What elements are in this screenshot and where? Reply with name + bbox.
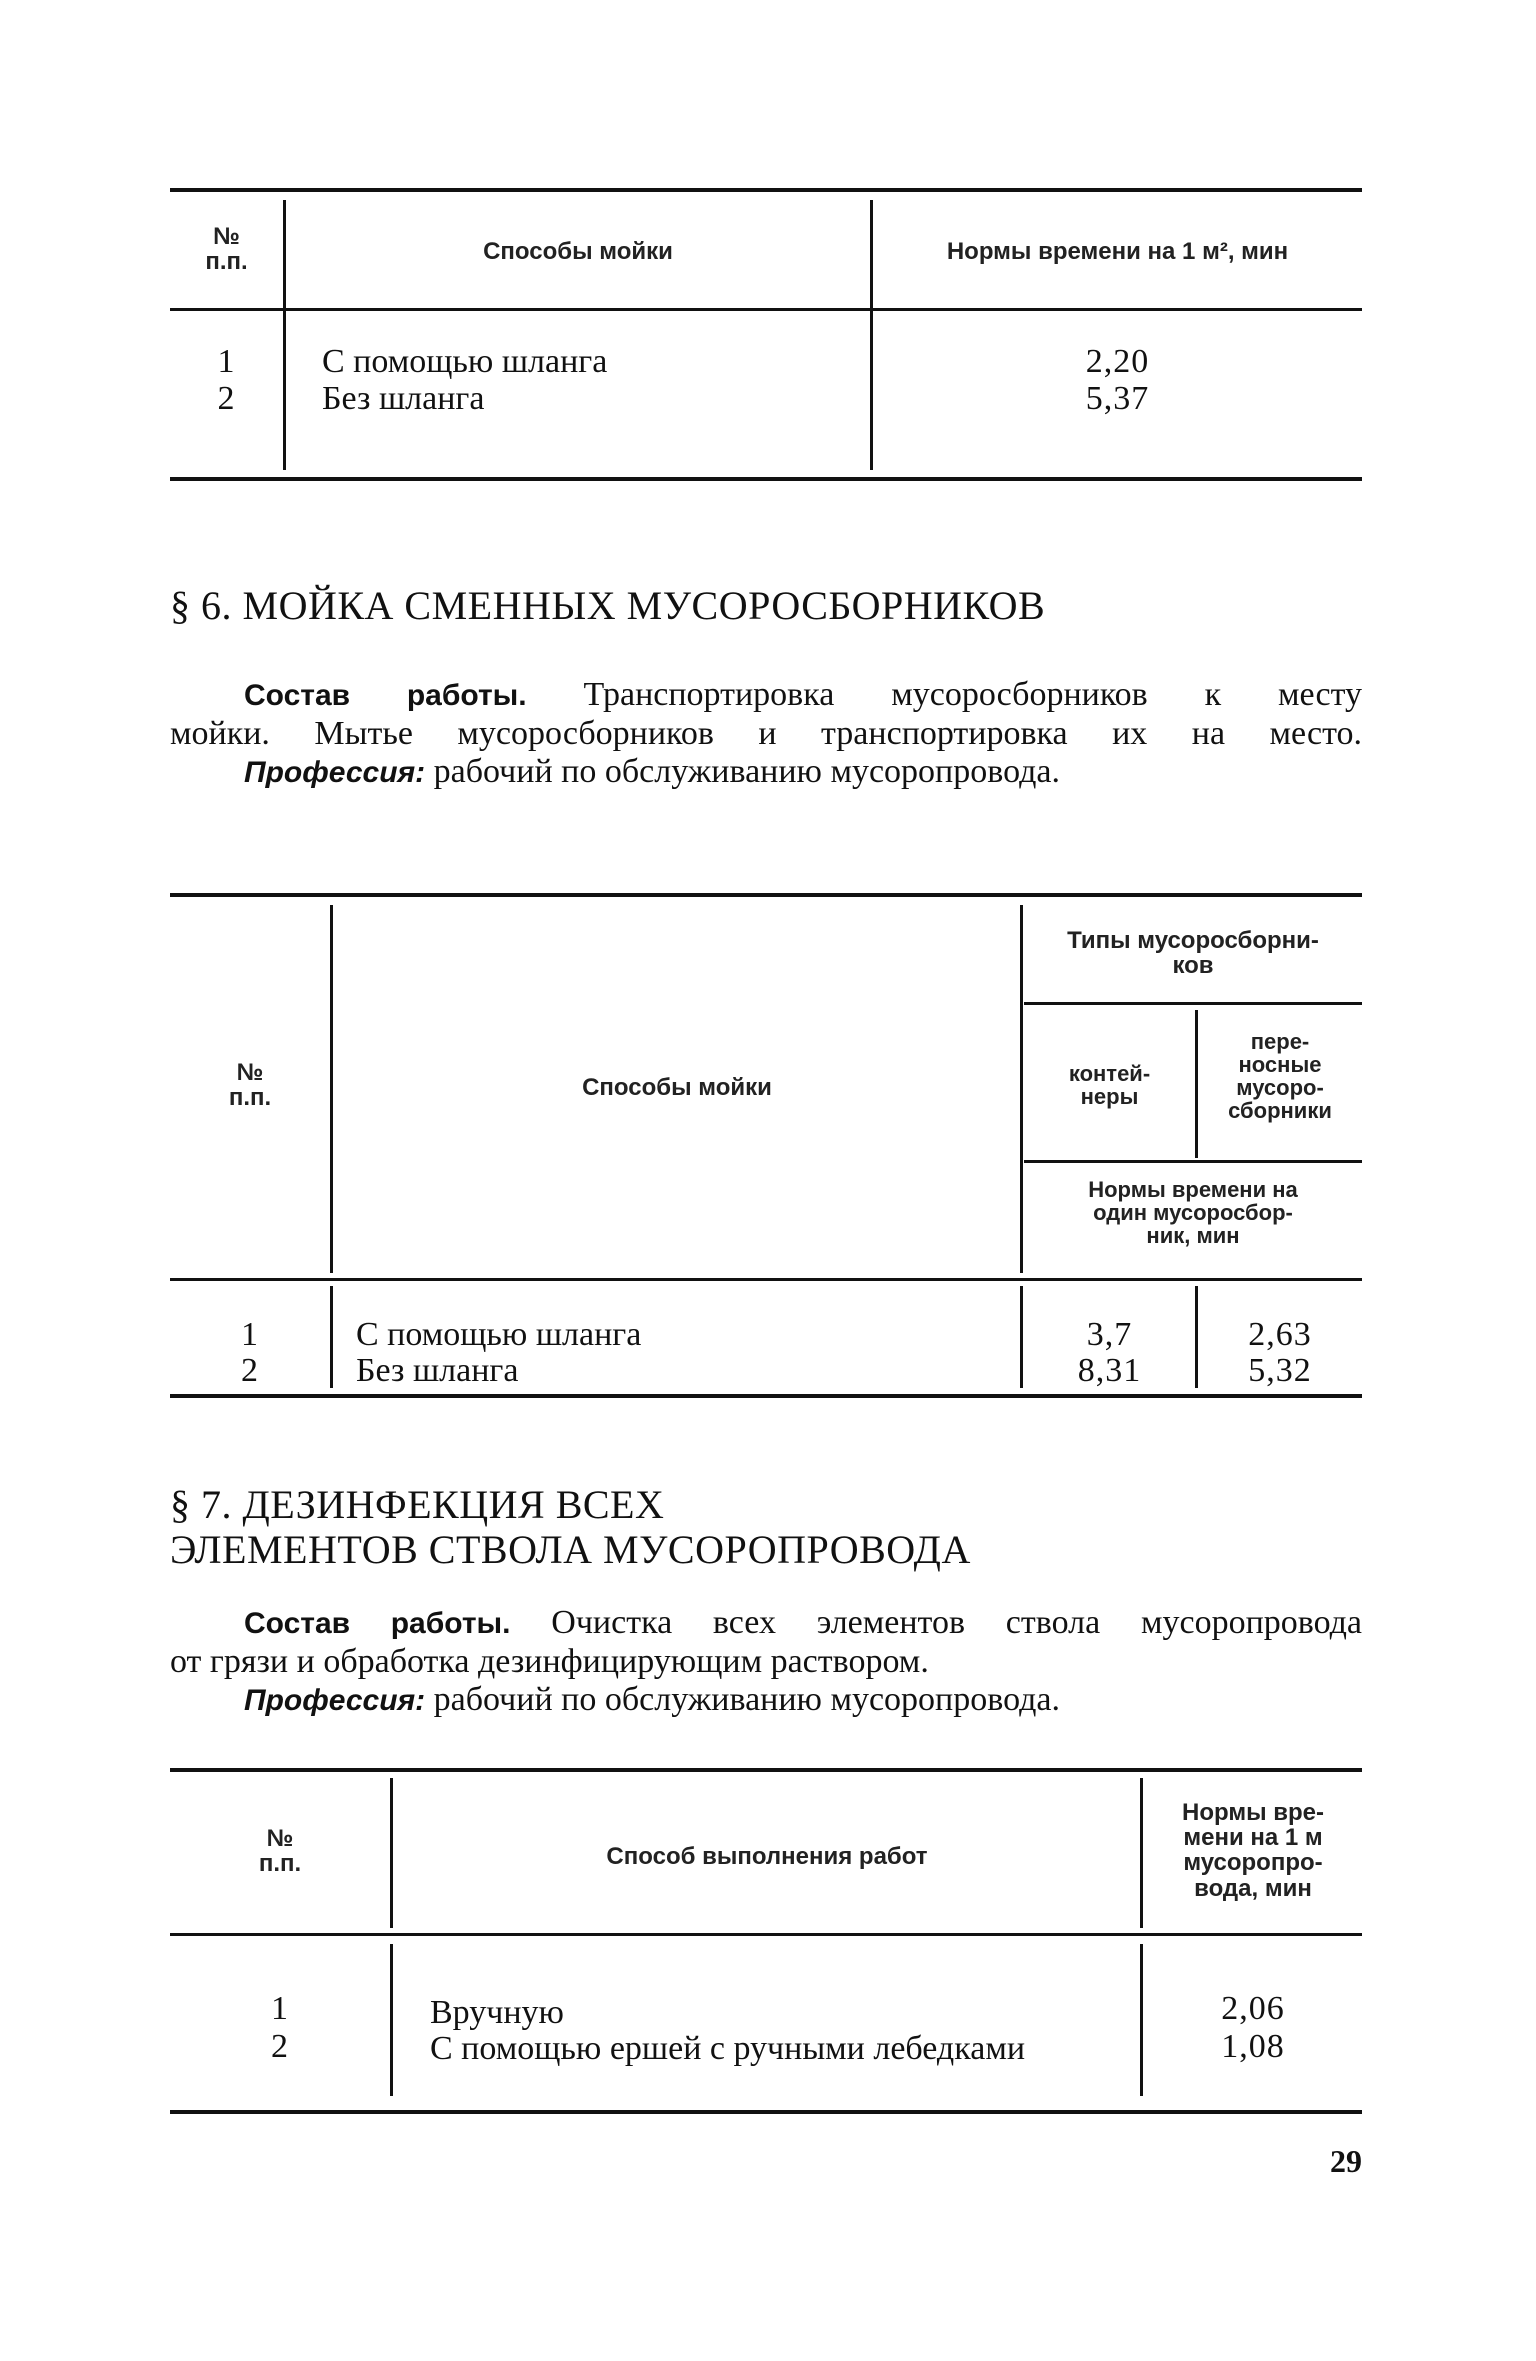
section-7-profession-text: рабочий по обслуживанию мусоропровода.	[433, 1681, 1060, 1718]
table-2-divider-2-body	[1020, 1286, 1023, 1388]
table-1-header-norm: Нормы времени на 1 м², мин	[946, 238, 1289, 265]
table-3-bottom-rule	[170, 2110, 1362, 2114]
table-1-bottom-rule	[170, 477, 1362, 481]
table-2-divider-1	[330, 905, 333, 1273]
table-2-row-1-method: С помощью шланга	[356, 1316, 642, 1353]
table-2-divider-1-body	[330, 1286, 333, 1388]
section-6-composition-text-1: Транспортировка мусоросборников к месту	[583, 676, 1362, 713]
table-2-row-1-containers: 3,7	[1086, 1316, 1133, 1353]
section-6-composition	[170, 676, 1362, 792]
section-7-heading-line-2: ЭЛЕМЕНТОВ СТВОЛА МУСОРОПРОВОДА	[170, 1527, 971, 1572]
table-3-row-1-value: 2,06	[1221, 1990, 1285, 2027]
table-2-header-num: № п.п.	[228, 1059, 272, 1112]
table-3-divider-2	[1140, 1778, 1143, 1928]
table-2-header-types: Типы мусоросборни- ков	[1067, 927, 1319, 980]
table-3-row-2-num: 2	[271, 2028, 289, 2065]
section-7-composition-line-1	[170, 1604, 1362, 1643]
table-2-header-rule	[170, 1278, 1362, 1281]
section-6-composition-line-2: мойки. Мытье мусоросборников и транспортировка их на место.	[170, 715, 1362, 752]
table-2-header-norm: Нормы времени на один мусоросбор- ник, мин	[1088, 1177, 1298, 1249]
section-7-composition-label: Состав работы.	[244, 1607, 511, 1640]
table-1-row-2-method: Без шланга	[322, 380, 485, 417]
section-7-composition-text-1: Очистка всех элементов ствола мусоропровода	[551, 1604, 1362, 1641]
section-7-profession-line	[170, 1681, 1362, 1720]
table-1-row-1-value: 2,20	[1085, 343, 1150, 380]
table-3-divider-2-body	[1140, 1944, 1143, 2096]
section-6-profession-line	[170, 753, 1362, 792]
table-3-header-method: Способ выполнения работ	[606, 1843, 928, 1870]
section-6-profession-label: Профессия:	[244, 756, 426, 789]
section-7-composition-line-2: от грязи и обработка дезинфицирующим раствором.	[170, 1643, 929, 1680]
section-7-heading-line-1: § 7. ДЕЗИНФЕКЦИЯ ВСЕХ	[170, 1482, 665, 1527]
page-number: 29	[1330, 2143, 1362, 2179]
table-2-row-1-portable: 2,63	[1248, 1316, 1312, 1353]
table-2-header-containers: контей- неры	[1068, 1061, 1151, 1110]
table-2-subtypes-rule	[1024, 1160, 1362, 1163]
table-1-row-2-value: 5,37	[1085, 380, 1150, 417]
table-3-row-1-num: 1	[271, 1990, 289, 2027]
table-2-row-1-num: 1	[241, 1316, 259, 1353]
table-3-row-2-method: С помощью ершей с ручными лебедками	[430, 2030, 1026, 2067]
section-7-profession-label: Профессия:	[244, 1684, 426, 1717]
table-3-header-num: № п.п.	[258, 1825, 302, 1878]
table-2-types-rule	[1024, 1002, 1362, 1005]
table-3-row-2-value: 1,08	[1221, 2028, 1285, 2065]
table-2-row-2-num: 2	[241, 1352, 259, 1389]
table-1-top-rule	[170, 188, 1362, 192]
table-2-row-2-containers: 8,31	[1077, 1352, 1142, 1389]
table-3-divider-1	[390, 1778, 393, 1928]
section-6-profession-text: рабочий по обслуживанию мусоропровода.	[433, 753, 1060, 790]
table-1-header-num: № п.п.	[205, 223, 248, 276]
table-3-header-norm: Нормы вре- мени на 1 м мусоропро- вода, мин	[1181, 1799, 1324, 1902]
table-2-bottom-rule	[170, 1394, 1362, 1398]
table-2-header-portable: пере- носные мусоро- сборники	[1228, 1029, 1332, 1124]
section-6-heading: § 6. МОЙКА СМЕННЫХ МУСОРОСБОРНИКОВ	[170, 583, 1046, 628]
section-6-composition-line-1	[170, 676, 1362, 715]
table-1-row-1-method: С помощью шланга	[322, 343, 608, 380]
table-1-row-2-num: 2	[217, 380, 236, 417]
table-1-header-rule	[170, 308, 1362, 311]
table-2-row-2-method: Без шланга	[356, 1352, 519, 1389]
table-2-top-rule	[170, 893, 1362, 897]
table-3-divider-1-body	[390, 1944, 393, 2096]
table-2-header-method: Способы мойки	[582, 1074, 772, 1101]
section-7-composition	[170, 1604, 1362, 1720]
section-6-composition-label: Состав работы.	[244, 679, 527, 712]
table-1-row-1-num: 1	[217, 343, 236, 380]
table-1-header-method: Способы мойки	[483, 238, 673, 265]
table-2-row-2-portable: 5,32	[1248, 1352, 1312, 1389]
table-3-top-rule	[170, 1768, 1362, 1772]
table-3-header-rule	[170, 1933, 1362, 1936]
table-2-divider-2	[1020, 905, 1023, 1273]
table-3-row-1-method: Вручную	[430, 1994, 564, 2031]
